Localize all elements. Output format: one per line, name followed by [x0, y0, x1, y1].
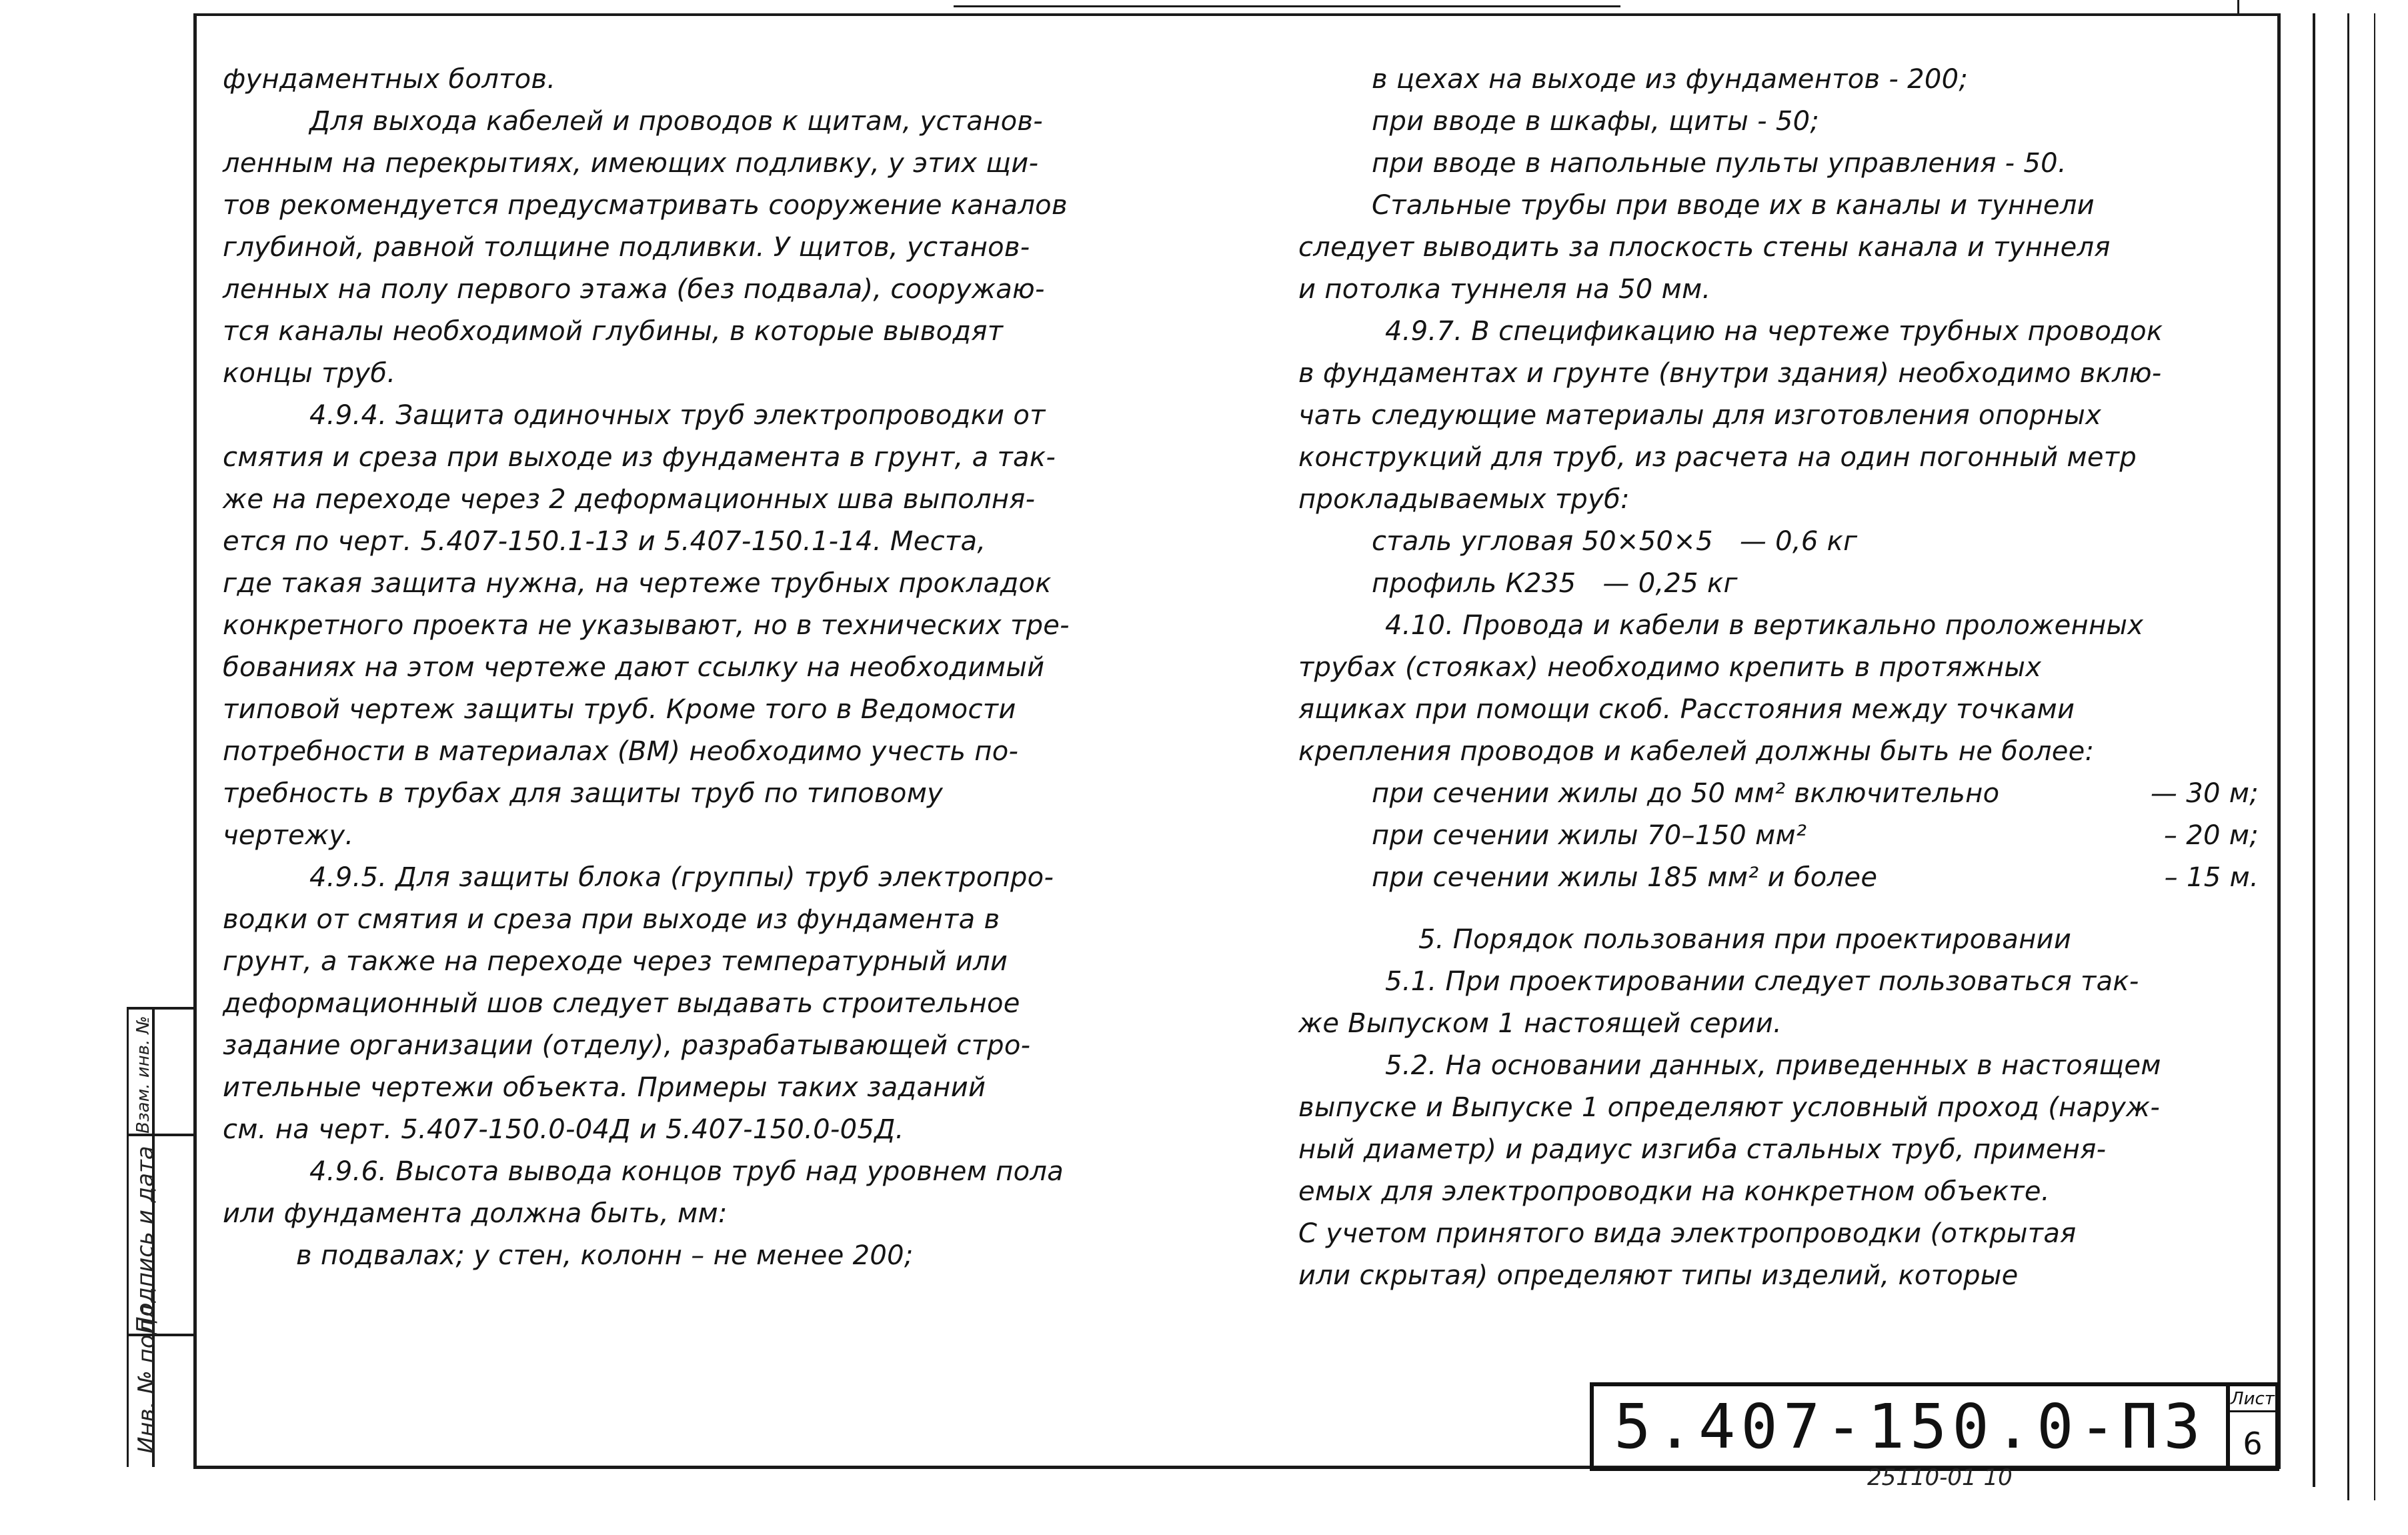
text-line: 5.2. На основании данных, приведенных в настоящем — [1385, 1050, 2161, 1081]
spacing-row — [1298, 815, 2299, 857]
text-line: следует выводить за плоскость стены канала и туннеля — [1298, 232, 2111, 263]
spacing-name: при сечении жилы 70–150 мм² — [1372, 820, 1807, 851]
text-line: 4.9.4. Защита одиночных труб электропроводки от — [309, 400, 1046, 431]
text-line: задание организации (отделу), разрабатывающей стро- — [223, 1030, 1031, 1061]
outer-right-edge-3 — [2374, 13, 2375, 1500]
text-line: С учетом принятого вида электропроводки (открытая — [1298, 1218, 2077, 1249]
text-line: деформационный шов следует выдавать строительное — [223, 988, 1020, 1019]
material-name: сталь угловая 50×50×5 — [1372, 526, 1713, 557]
right-text-column — [1298, 59, 2299, 1297]
text-line: же на переходе через 2 деформационных шва выполня- — [223, 484, 1036, 515]
text-line: ительные чертежи объекта. Примеры таких заданий — [223, 1072, 986, 1103]
sign-date-label: Подпись и дата — [132, 1146, 159, 1334]
text-line: трубах (стояках) необходимо крепить в протяжных — [1298, 652, 2042, 683]
text-line: водки от смятия и среза при выходе из фундамента в — [223, 904, 1000, 935]
side-strip-outer-line — [127, 1007, 129, 1467]
text-line: в цехах на выходе из фундаментов - 200; — [1372, 64, 1969, 95]
text-line: 5.1. При проектировании следует пользоваться так- — [1385, 966, 2139, 997]
text-line: 4.9.6. Высота вывода концов труб над уровнем пола — [309, 1156, 1064, 1187]
spacing-name: при сечении жилы 185 мм² и более — [1372, 862, 1878, 893]
text-line: концы труб. — [223, 358, 396, 389]
text-line: крепления проводов и кабелей должны быть не более: — [1298, 736, 2095, 767]
text-line: см. на черт. 5.407-150.0-04Д и 5.407-150.0-05Д. — [223, 1114, 904, 1145]
side-strip-div-1 — [127, 1134, 193, 1136]
text-line: ящиках при помощи скоб. Расстояния между точками — [1298, 694, 2075, 725]
text-line: ленных на полу первого этажа (без подвала), сооружаю- — [223, 274, 1045, 305]
sheet-label: Лист — [2230, 1389, 2275, 1412]
text-line: тся каналы необходимой глубины, в которые выводят — [223, 316, 1004, 347]
text-line: Для выхода кабелей и проводов к щитам, установ- — [309, 106, 1043, 137]
text-line: типовой чертеж защиты труб. Кроме того в Ведомости — [223, 694, 1016, 725]
text-line: Стальные трубы при вводе их в каналы и туннели — [1372, 190, 2095, 221]
text-line: при вводе в напольные пульты управления - 50. — [1372, 148, 2067, 179]
frame-top-border — [193, 13, 2281, 16]
text-line: прокладываемых труб: — [1298, 484, 1630, 515]
text-line: фундаментных болтов. — [223, 64, 556, 95]
spacing-value: – 15 м. — [2164, 862, 2259, 893]
text-line: ется по черт. 5.407-150.1-13 и 5.407-150.1-14. Места, — [223, 526, 986, 557]
text-line: или фундамента должна быть, мм: — [223, 1198, 728, 1229]
outer-right-edge-1 — [2313, 13, 2315, 1487]
spacing-value: – 20 м; — [2163, 820, 2259, 851]
text-line: выпуске и Выпуске 1 определяют условный проход (наруж- — [1298, 1092, 2161, 1123]
text-line: чертежу. — [223, 820, 354, 851]
material-value: — 0,6 кг — [1739, 526, 1858, 557]
text-line: при вводе в шкафы, щиты - 50; — [1372, 106, 1820, 137]
material-row — [1298, 563, 2299, 605]
text-line: и потолка туннеля на 50 мм. — [1298, 274, 1711, 305]
text-line: в подвалах; у стен, колонн – не менее 200; — [296, 1240, 914, 1271]
text-line: емых для электропроводки на конкретном объекте. — [1298, 1176, 2050, 1207]
text-line: требность в трубах для защиты труб по типовому — [223, 778, 944, 809]
text-line: потребности в материалах (ВМ) необходимо учесть по- — [223, 736, 1019, 767]
document-code: 5.407-150.0-П3 — [1614, 1391, 2206, 1462]
text-line: 4.9.5. Для защиты блока (группы) труб электропро- — [309, 862, 1054, 893]
material-row — [1298, 521, 2299, 563]
spacing-row — [1298, 857, 2299, 899]
spacing-value: — 30 м; — [2150, 778, 2259, 809]
text-line: или скрытая) определяют типы изделий, которые — [1298, 1260, 2019, 1291]
text-line: 4.9.7. В спецификацию на чертеже трубных проводок — [1385, 316, 2163, 347]
text-line: где такая защита нужна, на чертеже трубных прокладок — [223, 568, 1052, 599]
text-line: конкретного проекта не указывают, но в технических тре- — [223, 610, 1070, 641]
section-heading: 5. Порядок пользования при проектировании — [1418, 924, 2072, 955]
title-block — [1590, 1382, 2226, 1471]
frame-top-line — [954, 5, 1620, 7]
sheet-number-cell — [2226, 1382, 2279, 1471]
frame-left-border — [193, 13, 197, 1467]
text-line: чать следующие материалы для изготовления опорных — [1298, 400, 2102, 431]
left-text-column — [223, 59, 1210, 1277]
text-line: конструкций для труб, из расчета на один погонный метр — [1298, 442, 2137, 473]
outer-right-edge-2 — [2347, 13, 2349, 1500]
text-line: в фундаментах и грунте (внутри здания) необходимо вклю- — [1298, 358, 2162, 389]
footer-number: 25110-01 10 — [1867, 1464, 2013, 1491]
spacing-row — [1298, 773, 2299, 815]
text-line: тов рекомендуется предусматривать сооружение каналов — [223, 190, 1068, 221]
text-line: 4.10. Провода и кабели в вертикально проложенных — [1385, 610, 2144, 641]
spacing-name: при сечении жилы до 50 мм² включительно — [1372, 778, 2000, 809]
sheet-number: 6 — [2243, 1426, 2263, 1462]
text-line: глубиной, равной толщине подливки. У щитов, установ- — [223, 232, 1030, 263]
text-line: бованиях на этом чертеже дают ссылку на необходимый — [223, 652, 1045, 683]
text-line: ленным на перекрытиях, имеющих подливку, у этих щи- — [223, 148, 1039, 179]
text-line: грунт, а также на переходе через температурный или — [223, 946, 1008, 977]
corner-mark — [2237, 0, 2239, 15]
material-name: профиль К235 — [1372, 568, 1576, 599]
inv-label: Инв. № подл. — [133, 1297, 160, 1454]
text-line: смятия и среза при выходе из фундамента в грунт, а так- — [223, 442, 1056, 473]
text-line: же Выпуском 1 настоящей серии. — [1298, 1008, 1782, 1039]
material-value: — 0,25 кг — [1602, 568, 1738, 599]
replace-inv-label: Взам. инв. № — [133, 1016, 153, 1134]
text-line: ный диаметр) и радиус изгиба стальных труб, применя- — [1298, 1134, 2107, 1165]
side-strip-top — [127, 1007, 193, 1010]
